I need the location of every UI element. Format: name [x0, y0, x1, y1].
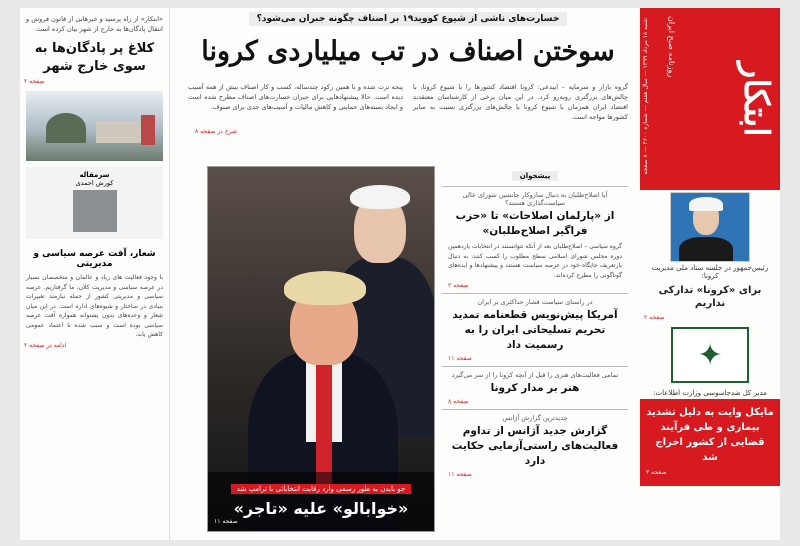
essay-text: با وجود فعالیت های زیاد و عالمان و متخصصان بسیار در عرصه سیاسی و مدیریت کلان، ما گرفتاریم. عرصه سیاسی و مدیریتی کشور از جمله نیازمند تغییرات بنیادی در ساختار و شیوه‌های اداره است. در این میان شعار و وعده‌های بدون پشتوانه همواره آفت عرصه سیاسی بوده است و سبب شده تا اعتماد عمومی کاهش یابد. [26, 274, 163, 338]
photo-headline[interactable]: «خوابالو» علیه «تاجر» [233, 499, 409, 518]
trump-tie [316, 357, 332, 487]
story1-kicker: آیا اصلاح‌طلبان به دنبال سازوکار جانشین شورای عالی سیاست‌گذاری هستند؟ [462, 191, 608, 207]
left-column [20, 8, 170, 540]
author-photo [73, 190, 117, 232]
rouhani-photo [670, 192, 750, 262]
story2-ref[interactable]: صفحه ۱۱ [448, 355, 472, 362]
photo-kicker: جو بایدن به طور رسمی وارد رقابت انتخاباتی با ترامپ شد [231, 484, 411, 494]
section-tag: پیشخوان [512, 171, 558, 181]
story-sanctions[interactable] [442, 293, 628, 366]
tagline: روزنامه صبح ایران [667, 16, 676, 78]
story3-headline[interactable]: هنر بر مدار کرونا [490, 382, 580, 394]
story-art[interactable] [442, 366, 628, 409]
author-name: کورش احمدی [75, 179, 114, 187]
photo-ref[interactable]: صفحه ۱۱ [214, 518, 238, 525]
story3-ref[interactable]: صفحه ۸ [448, 398, 469, 405]
trump-hair [284, 271, 366, 305]
main-ref[interactable]: شرح در صفحه ۸ [195, 128, 237, 135]
newspaper-logo: ابتکار [736, 61, 776, 137]
biden-hair [350, 185, 410, 209]
editorial-author [26, 167, 163, 239]
right-column [640, 192, 780, 486]
essay-ref[interactable]: ادامه در صفحه ۲ [24, 341, 67, 349]
left-tease: «ابتکار» از راه پرسید و خبرهایی از قانون فروش و انتقال پادگان‌ها به خارج از شهر بیان کرده است. [26, 15, 163, 33]
photo-caption [208, 472, 434, 531]
story1-text: گروه سیاسی – اصلاح‌طلبان بعد از آنکه نتوانستند در انتخابات یازدهمین دوره مجلس شورای اسلامی سطح مطلوب را کسب کنند، به دنبال بازتعریف جایگاه خود در عرصه سیاست هستند و پیشنهادها و ایده‌های گوناگونی را مطرح کرده‌اند. [448, 243, 622, 279]
middle-column [442, 163, 628, 482]
story1-ref[interactable]: صفحه ۲ [448, 282, 469, 289]
rouhani-ref[interactable]: صفحه ۲ [644, 314, 665, 321]
main-lead [188, 82, 628, 122]
lead-left: پنجه ترت شده و با همین رکود چندساله، کسب و کار اصناف بیش از همه آسیب دیده است. حالا پیشنهادهایی برای جبران خسارت‌های اصناف مطرح شده است و ایجاد بسته‌های حمایتی و کاهش مالیات و آسیب‌های جدی برای صنوف. [188, 83, 403, 111]
rouhani-headline[interactable]: برای «کرونا» تدارکی نداریم [658, 285, 762, 309]
left-ref[interactable]: صفحه ۲ [24, 78, 45, 85]
intelligence-ministry-emblem: ✦ [671, 327, 749, 383]
author-label: سرمقاله [79, 171, 110, 179]
rouhani-caption: رئیس‌جمهور در جلسه ستاد ملی مدیریت کرونا: [651, 264, 769, 280]
story-iaea[interactable] [442, 409, 628, 482]
story4-ref[interactable]: صفحه ۱۱ [448, 471, 472, 478]
biden-trump-photo [207, 166, 435, 532]
intel-ref: صفحه ۲ [646, 469, 667, 476]
story1-headline[interactable]: از «پارلمان اصلاحات» تا «حزب فراگیر اصلاح‌طلبان» [455, 210, 615, 237]
masthead [640, 8, 780, 190]
main-headline[interactable]: سوختن اصناف در تب میلیاردی کرونا [201, 36, 615, 67]
story2-kicker: در راستای سیاست فشار حداکثری بر ایران [477, 298, 593, 306]
essay-title[interactable]: شعار، آفت عرصه سیاسی و مدیریتی [33, 249, 156, 269]
intel-headline: مایکل وایت به دلیل تشدید بیماری و طی فرآیند قضایی از کشور اخراج شد [646, 407, 774, 463]
story-reformists[interactable] [442, 186, 628, 293]
top-kicker: خسارت‌های ناشی از شیوع کووید۱۹ بر اصناف چگونه جبران می‌شود؟ [188, 14, 628, 24]
intel-headline-box[interactable] [640, 399, 780, 486]
story4-headline[interactable]: گزارش جدید آژانس از تداوم فعالیت‌های راستی‌آزمایی حکایت دارد [451, 425, 619, 467]
issue-info: شنبه ۱۸ مرداد ۱۳۹۹ — سال هفتم — شماره ۴۶۰۰ — ۸ صفحه [642, 18, 649, 175]
lead-right: گروه بازار و سرمایه – ایبدعی: کرونا اقتصاد کشورها را با شیوع کرونا، با چالش‌های بزرگتری روبه‌رو کرد. در این میان برخی از کارشناسان معتقدند اقتصاد ایران همزمان با شیوع کرونا با چالش‌های بزرگتری نسبت به سایر کشورها مواجه است. [413, 83, 628, 121]
story3-kicker: تمامی فعالیت‌های هنری را قبل از آنچه کرونا را از سر می‌گیرد [451, 371, 619, 379]
story2-headline[interactable]: آمریکا پیش‌نویس قطعنامه تمدید تحریم تسلیحاتی ایران را به رسمیت داد [452, 309, 618, 351]
newspaper-page [20, 8, 780, 540]
story4-kicker: جدیدترین گزارش آژانس [502, 414, 568, 422]
barracks-photo [26, 91, 163, 161]
intel-caption: مدیر کل ضدجاسوسی وزارت اطلاعات: [653, 389, 767, 397]
left-headline[interactable]: کلاغ پر پادگان‌ها به سوی خارج شهر [34, 41, 155, 74]
